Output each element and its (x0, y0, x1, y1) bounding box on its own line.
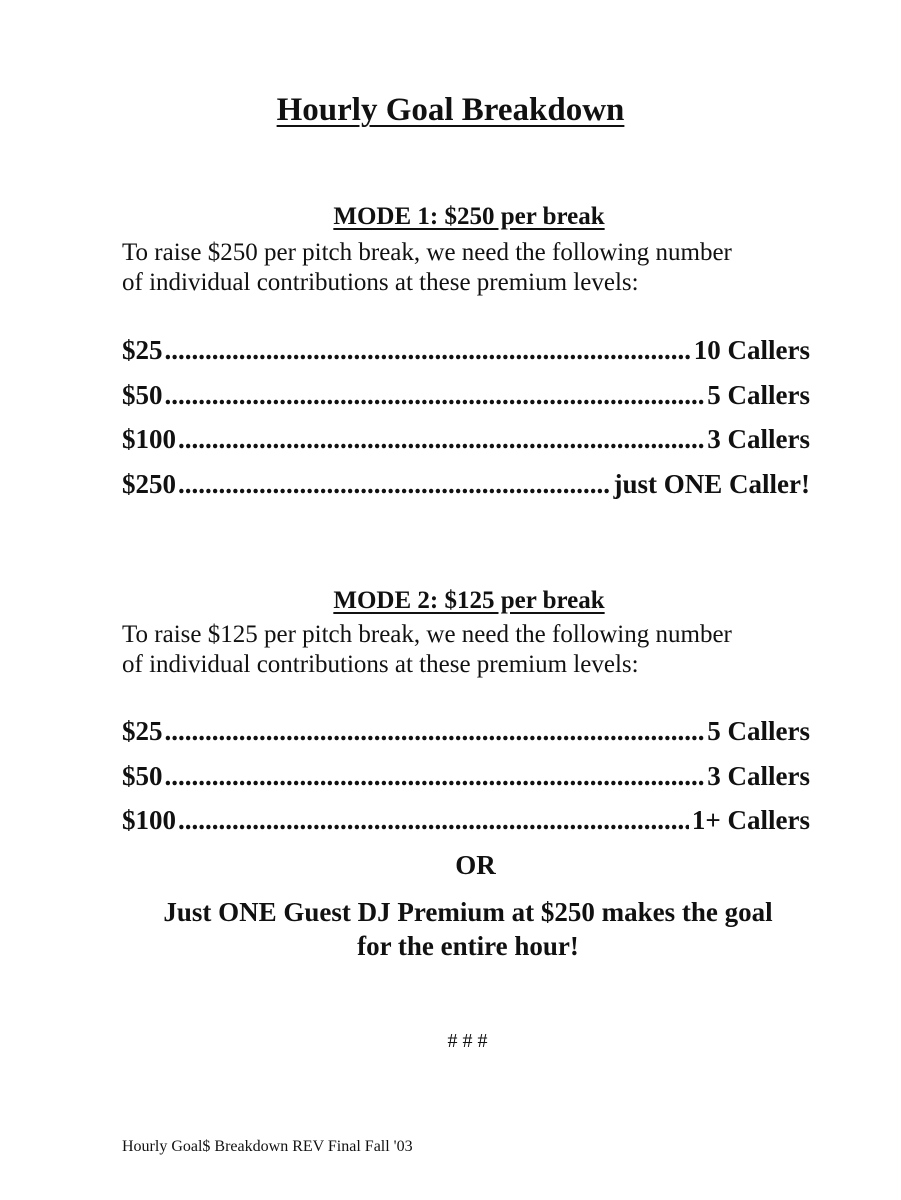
premium-amount: $25 (122, 716, 163, 746)
contribution-row (122, 761, 810, 806)
contribution-row (122, 716, 810, 761)
dot-leader (165, 335, 691, 366)
closing-line-1: Just ONE Guest DJ Premium at $250 makes the goal (163, 897, 773, 927)
caller-count: 1+ Callers (691, 805, 810, 835)
page-title: Hourly Goal Breakdown (276, 92, 625, 128)
contribution-row (122, 805, 810, 850)
mode-1-intro-line-1: To raise $250 per pitch break, we need the following number (122, 239, 732, 266)
caller-count: 3 Callers (707, 760, 810, 791)
closing-statement (110, 895, 826, 963)
caller-count: 5 Callers (707, 379, 810, 410)
mode-1-intro-line-2: of individual contributions at these premium levels: (122, 269, 639, 296)
dot-leader (165, 761, 705, 792)
mode-2-intro-line-2: of individual contributions at these premium levels: (122, 651, 639, 678)
end-mark: # # # (447, 1030, 488, 1052)
caller-count: just ONE Caller! (613, 468, 810, 499)
mode-2-heading: MODE 2: $125 per break (333, 587, 605, 614)
mode-2-contribution-list (122, 716, 810, 850)
dot-leader (178, 805, 689, 836)
dot-leader (178, 424, 704, 455)
footer-note: Hourly Goal$ Breakdown REV Final Fall '03 (122, 1138, 413, 1155)
caller-count: 5 Callers (707, 716, 810, 746)
or-separator: OR (455, 850, 496, 880)
premium-amount: $25 (122, 335, 163, 365)
contribution-row (122, 424, 810, 469)
premium-amount: $50 (122, 760, 163, 791)
dot-leader (165, 716, 705, 747)
dot-leader (165, 380, 705, 411)
mode-2-intro (122, 620, 842, 680)
contribution-row (122, 469, 810, 514)
caller-count: 10 Callers (693, 335, 810, 365)
contribution-row (122, 380, 810, 425)
mode-2-intro-line-1: To raise $125 per pitch break, we need the following number (122, 621, 732, 648)
mode-1-heading: MODE 1: $250 per break (333, 203, 605, 230)
contribution-row (122, 335, 810, 380)
closing-line-2: for the entire hour! (357, 931, 579, 961)
premium-amount: $100 (122, 805, 176, 835)
premium-amount: $50 (122, 379, 163, 410)
dot-leader (178, 469, 611, 500)
mode-1-intro (122, 238, 842, 298)
caller-count: 3 Callers (707, 424, 810, 454)
premium-amount: $250 (122, 468, 176, 499)
premium-amount: $100 (122, 424, 176, 454)
mode-1-contribution-list (122, 335, 810, 513)
